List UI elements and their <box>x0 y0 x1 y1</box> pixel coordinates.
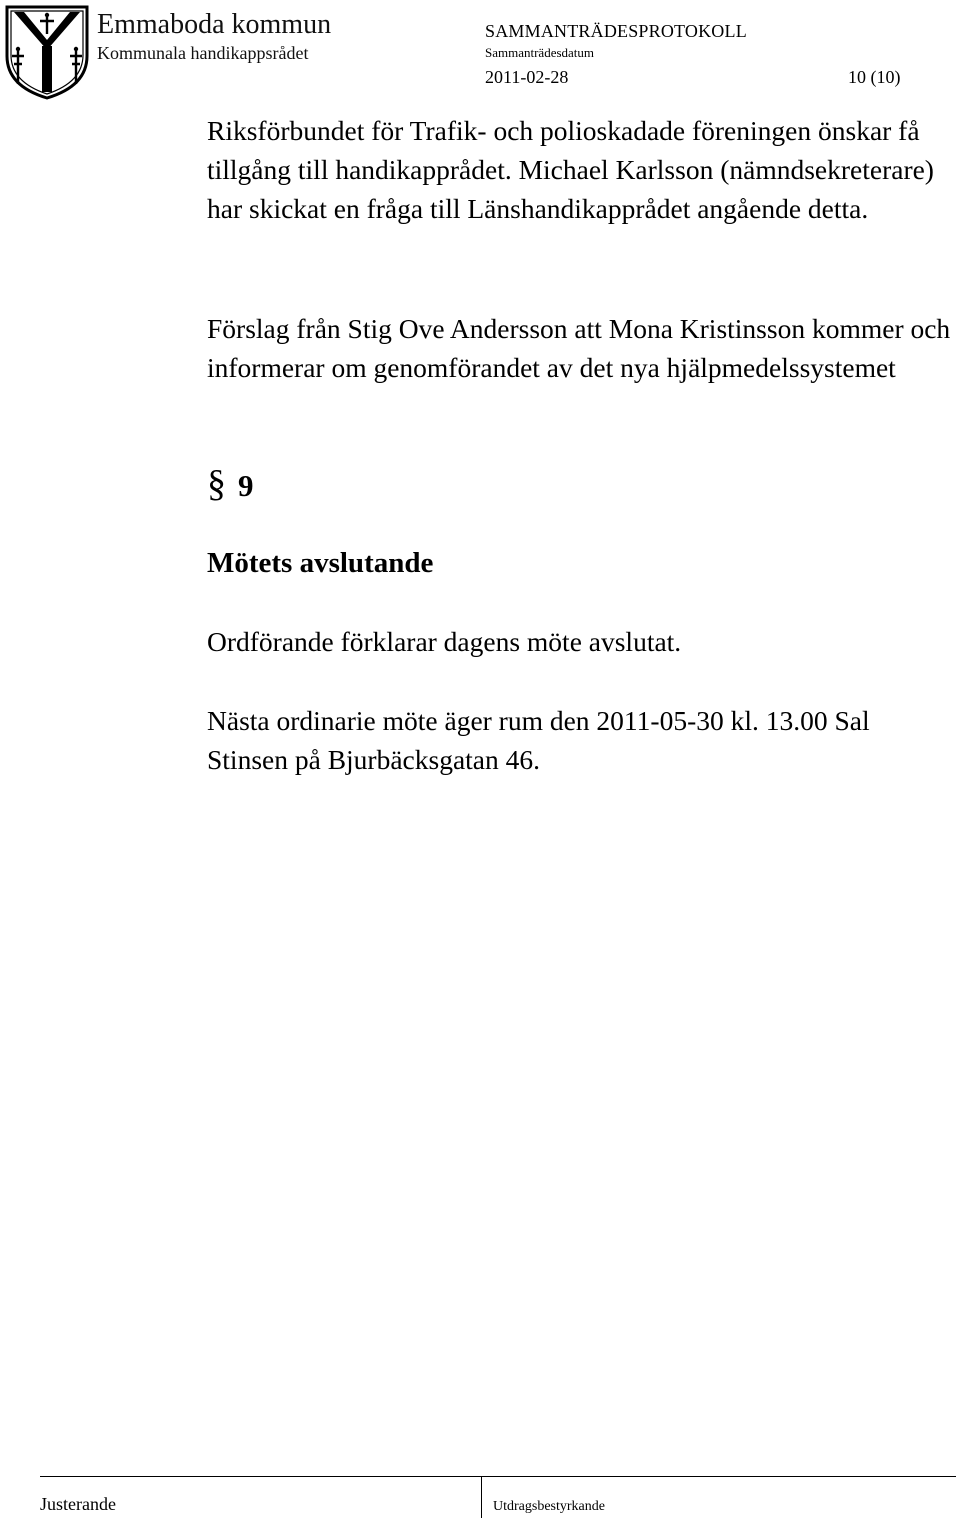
footer-separator <box>481 1476 482 1518</box>
municipality-name: Emmaboda kommun <box>97 9 332 40</box>
section-marker <box>207 464 254 506</box>
paragraph-closing: Ordförande förklarar dagens möte avslutat. <box>207 626 682 657</box>
paragraph-forslag: Förslag från Stig Ove Andersson att Mona Kristinsson kommer och informerar om genomförandet av det nya hjälpmedelssystemet <box>207 313 951 383</box>
paragraph-riksforbundet: Riksförbundet för Trafik- och polioskadade föreningen önskar få tillgång till handikapprådet. Michael Karlsson (nämndsekreterare) har skickat en fråga till Länshandikapprådet angående detta. <box>207 115 934 224</box>
footer-justerande: Justerande <box>40 1494 116 1514</box>
section-symbol: § <box>207 463 226 505</box>
meeting-date: 2011-02-28 <box>485 67 569 87</box>
paragraph-next-meeting: Nästa ordinarie möte äger rum den 2011-05-30 kl. 13.00 Sal Stinsen på Bjurbäcksgatan 46. <box>207 705 870 775</box>
coat-of-arms-logo <box>4 4 90 100</box>
council-name: Kommunala handikappsrådet <box>97 43 309 63</box>
section-number: 9 <box>238 468 254 503</box>
document-type: SAMMANTRÄDESPROTOKOLL <box>485 21 747 41</box>
footer-utdragsbestyrkande: Utdragsbestyrkande <box>493 1499 605 1514</box>
section-heading: Mötets avslutande <box>207 547 434 579</box>
date-label: Sammanträdesdatum <box>485 45 595 60</box>
page-number: 10 (10) <box>848 67 901 87</box>
footer-divider <box>40 1476 956 1477</box>
